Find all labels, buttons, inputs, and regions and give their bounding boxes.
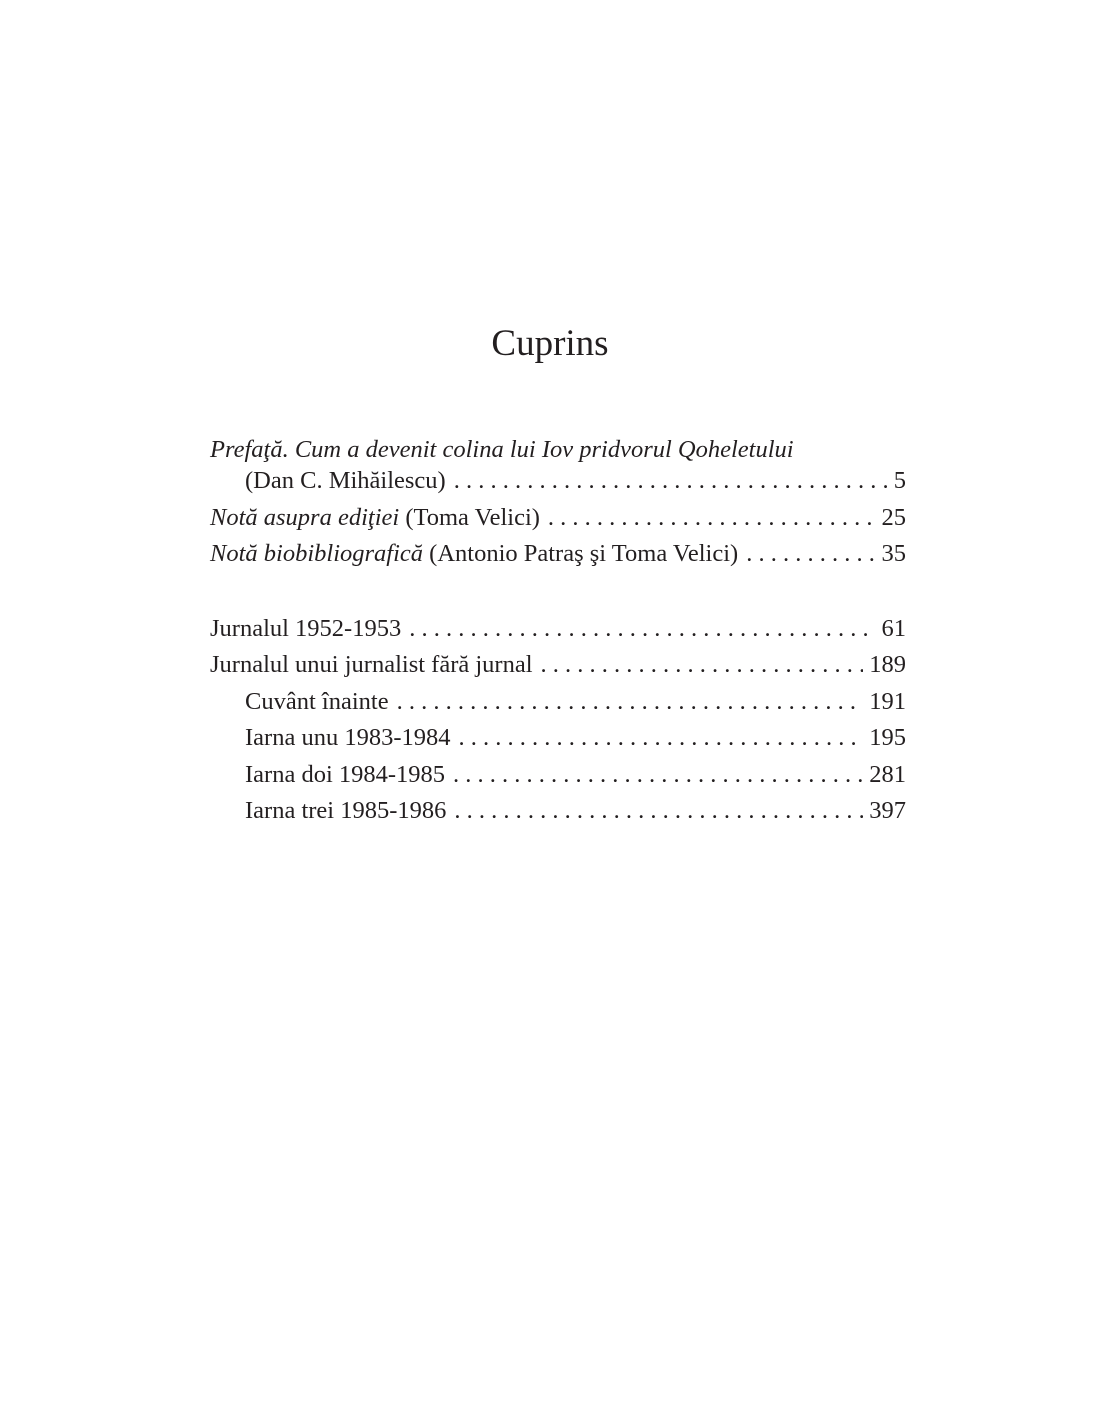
toc-entry-page: 397 xyxy=(869,797,906,824)
toc-subentry-iarna-unu[interactable] xyxy=(245,721,906,755)
toc-entry-page: 25 xyxy=(881,504,906,531)
dot-leader xyxy=(458,721,863,755)
toc-entry-page: 35 xyxy=(881,540,906,567)
toc-entry-jurnalul-unui-jurnalist[interactable] xyxy=(210,648,906,682)
toc-entry-preface[interactable] xyxy=(245,464,906,498)
toc-entry-title: Cuvânt înainte xyxy=(245,688,389,715)
dot-leader xyxy=(453,758,863,792)
dot-leader xyxy=(409,612,875,646)
toc-entry-title: Jurnalul 1952-1953 xyxy=(210,615,402,642)
toc-entry-page: 195 xyxy=(869,724,906,751)
dot-leader xyxy=(397,685,864,719)
toc-entry-page: 191 xyxy=(869,688,906,715)
toc-entry-title: Prefaţă. Cum a devenit colina lui Iov pridvorul Qoheletului xyxy=(210,436,794,463)
dot-leader xyxy=(746,537,875,571)
toc-entry-page: 5 xyxy=(893,467,906,494)
toc-entry-title: Jurnalul unui jurnalist fără jurnal xyxy=(210,651,533,678)
dot-leader xyxy=(454,794,863,828)
toc-entry-page: 61 xyxy=(881,615,906,642)
toc-entry-page: 189 xyxy=(869,651,906,678)
toc-entry-title: Notă biobibliografică xyxy=(210,540,424,567)
toc-entry-biobibliographic-note[interactable] xyxy=(210,537,906,571)
toc-subentry-iarna-trei[interactable] xyxy=(245,794,906,828)
toc-entry-author: (Toma Velici) xyxy=(399,504,540,531)
toc-entry-jurnalul-1952-1953[interactable] xyxy=(210,612,906,646)
toc-subentry-iarna-doi[interactable] xyxy=(245,758,906,792)
toc-entry-preface-title[interactable] xyxy=(210,433,906,467)
toc-entry-edition-note[interactable] xyxy=(210,501,906,535)
toc-entry-title: Notă asupra ediţiei xyxy=(210,504,400,531)
toc-entry-title: Iarna unu 1983-1984 xyxy=(245,724,451,751)
toc-subentry-cuvant-inainte[interactable] xyxy=(245,685,906,719)
toc-entry-title: Iarna trei 1985-1986 xyxy=(245,797,447,824)
dot-leader xyxy=(454,464,888,498)
dot-leader xyxy=(541,648,864,682)
toc-entry-title: Iarna doi 1984-1985 xyxy=(245,761,446,788)
page-title: Cuprins xyxy=(491,323,609,364)
toc-entry-author: (Antonio Patraş şi Toma Velici) xyxy=(423,540,739,567)
toc-entry-author: (Dan C. Mihăilescu) xyxy=(245,467,446,494)
toc-entry-page: 281 xyxy=(869,761,906,788)
dot-leader xyxy=(548,501,876,535)
